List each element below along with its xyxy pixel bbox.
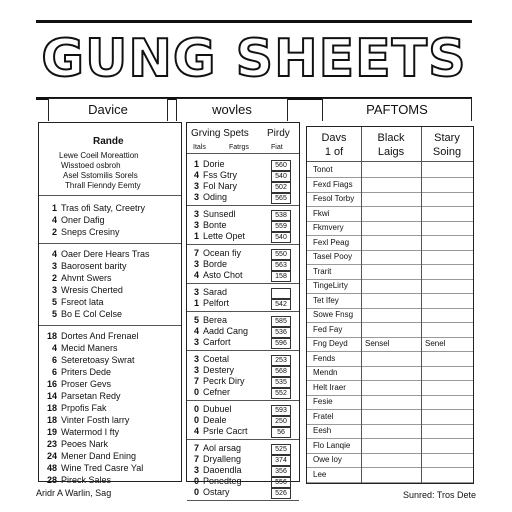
left-item-label: Mener Dand Ening [61, 451, 137, 461]
middle-item-label: Aadd Cang [203, 326, 249, 336]
left-item-number: 16 [46, 379, 57, 389]
left-item-number: 6 [51, 367, 57, 377]
right-cell: Senel [425, 339, 446, 348]
middle-item-number: 3 [193, 192, 199, 202]
middle-item-value: 374 [271, 455, 291, 466]
middle-item-label: Ostary [203, 487, 230, 497]
left-item-label: Pireck Sales [61, 475, 112, 485]
left-item-number: 4 [51, 249, 57, 259]
right-row-divider [307, 206, 473, 207]
middle-item-number: 0 [193, 404, 199, 414]
right-row-divider [307, 482, 473, 483]
right-cell: Tasel Pooy [313, 252, 353, 261]
right-cell: Owe loy [313, 455, 342, 464]
middle-item-number: 3 [193, 354, 199, 364]
left-item-divider [39, 243, 181, 244]
left-item [43, 215, 181, 226]
left-item-label: Baorosent barity [61, 261, 127, 271]
middle-item-label: Lette Opet [203, 231, 246, 241]
middle-sub-items: Itals [193, 144, 206, 151]
left-item-label: Fsreot lata [61, 297, 104, 307]
middle-item-value: 542 [271, 299, 291, 310]
right-row-divider [307, 264, 473, 265]
right-cell: Fexd Fiags [313, 179, 353, 189]
middle-item-label: Deale [203, 415, 227, 425]
left-item [43, 297, 181, 308]
middle-item-label: Aol arsag [203, 443, 242, 453]
left-item-number: 18 [46, 331, 57, 341]
middle-item-label: Fss Gtry [203, 170, 237, 180]
middle-item-label: Dubuel [203, 404, 232, 414]
middle-item-label: Pelfort [203, 298, 230, 308]
left-item-label: Ahvnt Swers [61, 273, 112, 283]
middle-item-value: 593 [271, 405, 291, 416]
middle-item-label: Pecrk Diry [203, 376, 245, 386]
middle-item-value: 565 [271, 193, 291, 204]
right-col-header [361, 127, 421, 161]
left-sheet-header: Rande [93, 136, 124, 147]
right-col-divider-2 [421, 127, 422, 483]
middle-item-value: 535 [271, 377, 291, 388]
middle-item-number: 7 [193, 376, 199, 386]
right-cell: Tet Ifey [313, 295, 339, 305]
left-header-line: Asel Sstomilis Sorels [63, 171, 138, 180]
left-item-number: 6 [51, 355, 57, 365]
middle-item-label: Coetal [203, 354, 230, 364]
middle-item-number: 3 [193, 220, 199, 230]
right-cell: Sensel [365, 339, 390, 348]
middle-item-value: 538 [271, 210, 291, 221]
right-cell: TingeLirty [313, 281, 348, 290]
middle-item-number: 3 [193, 259, 199, 269]
left-item-label: Vinter Fosth larry [61, 415, 130, 425]
middle-item-label: Dorie [203, 159, 225, 169]
left-item-number: 1 [51, 203, 57, 213]
middle-item-number: 0 [193, 415, 199, 425]
middle-item-value: 525 [271, 444, 291, 455]
middle-item-label: Cefner [203, 387, 231, 397]
left-item-label: Oaer Dere Hears Tras [61, 249, 150, 259]
right-cell: Eesh [313, 426, 332, 435]
right-cell: Trarit [313, 266, 332, 276]
middle-col-price: Pirdy [267, 128, 290, 139]
right-col-header-line: Laigs [377, 146, 405, 158]
left-item [43, 203, 181, 214]
left-item-label: Peoes Nark [61, 439, 109, 449]
middle-item-number: 1 [193, 159, 199, 169]
middle-sheet [186, 122, 300, 497]
left-item-label: Tras ofi Saty, Creetry [61, 203, 146, 213]
sheet-title: GUNG SHEETS [41, 29, 467, 89]
left-item [43, 475, 181, 486]
left-item-number: 28 [46, 475, 57, 485]
middle-item-label: Bonte [203, 220, 227, 230]
right-cell: Helt Iraer [313, 382, 346, 392]
middle-item-value: 526 [271, 488, 291, 499]
right-cell: Fkwi [313, 208, 330, 218]
right-col-header [421, 127, 473, 161]
left-item [43, 403, 181, 414]
middle-item-value: 540 [271, 171, 291, 182]
middle-item-number: 3 [193, 287, 199, 297]
middle-item-value: 250 [271, 416, 291, 427]
middle-item-label: Berea [203, 315, 228, 325]
middle-item-number: 3 [193, 209, 199, 219]
left-item-label: Mecid Maners [61, 343, 118, 353]
left-item-number: 4 [51, 215, 57, 225]
left-item [43, 331, 181, 342]
left-item-number: 4 [51, 343, 57, 353]
left-header-line: Lewe Coeil Moreattion [59, 151, 139, 160]
middle-sub-fiat: Fiat [271, 144, 283, 151]
left-item [43, 309, 181, 320]
left-item-label: Seteretoasy Swrat [61, 355, 135, 365]
right-cell: Fratel [313, 411, 334, 421]
left-item-number: 2 [51, 273, 57, 283]
footer-right-note: Sunred: Tros Dete [402, 490, 476, 500]
middle-item-value: 560 [271, 160, 291, 171]
left-header-divider [39, 195, 181, 196]
middle-item-label: Fol Nary [203, 181, 238, 191]
left-item [43, 451, 181, 462]
left-item-label: Proser Gevs [61, 379, 112, 389]
middle-item-value: 502 [271, 182, 291, 193]
middle-item-value: 596 [271, 338, 291, 349]
left-item [43, 439, 181, 450]
middle-item-label: Sarad [203, 287, 228, 297]
left-item-label: Prpofis Fak [61, 403, 107, 413]
left-item [43, 273, 181, 284]
middle-item-value: 550 [271, 249, 291, 260]
right-cell: Lee [313, 469, 327, 479]
middle-item-number: 1 [193, 231, 199, 241]
middle-item-number: 3 [193, 337, 199, 347]
left-item [43, 379, 181, 390]
right-cell: Fends [313, 353, 336, 363]
middle-item-label: Sunsedl [203, 209, 236, 219]
middle-item-number: 7 [193, 443, 199, 453]
right-cell: Tonot [313, 165, 333, 174]
right-col-header-line: Stary [434, 132, 460, 144]
left-item-divider [39, 325, 181, 326]
right-cell: Fesol Torby [313, 194, 355, 203]
middle-item-label: Oding [203, 192, 228, 202]
right-col-header-line: 1 of [324, 146, 344, 158]
left-item-label: Wresis Cherted [61, 285, 123, 295]
left-item [43, 367, 181, 378]
left-item [43, 261, 181, 272]
middle-item-value: 585 [271, 316, 291, 327]
left-item-number: 18 [46, 403, 57, 413]
left-item-label: Oner Dafig [61, 215, 105, 225]
tab-wovles[interactable]: wovles [176, 98, 288, 121]
middle-item-value: 568 [271, 366, 291, 377]
left-item [43, 285, 181, 296]
left-item-number: 5 [51, 309, 57, 319]
right-cell: Fng Deyd [313, 339, 348, 348]
left-item-number: 19 [46, 427, 57, 437]
right-col-header-line: Davs [321, 132, 347, 144]
right-col-header-line: Soing [432, 146, 462, 158]
middle-item-label: Carfort [203, 337, 231, 347]
middle-item-number: 3 [193, 465, 199, 475]
left-item-number: 14 [46, 391, 57, 401]
middle-item-number: 4 [193, 170, 199, 180]
middle-group-divider [187, 439, 299, 440]
middle-item-label: Psrle Cacrt [203, 426, 248, 436]
middle-item-number: 5 [193, 315, 199, 325]
footer-left-note: Aridr A Warlin, Sag [36, 488, 112, 498]
middle-item-number: 7 [193, 454, 199, 464]
left-item [43, 463, 181, 474]
middle-group-divider [187, 205, 299, 206]
right-header-divider [307, 161, 473, 162]
middle-group-divider [187, 283, 299, 284]
right-cell: Flo Lanqie [313, 440, 351, 450]
right-col-header [307, 127, 361, 161]
middle-item-label: Ponedteg [203, 476, 242, 486]
middle-item-number: 3 [193, 181, 199, 191]
middle-item-number: 3 [193, 365, 199, 375]
middle-item-value: 253 [271, 355, 291, 366]
middle-item-label: Daoendla [203, 465, 242, 475]
middle-item-value: 559 [271, 221, 291, 232]
middle-group-divider [187, 500, 299, 501]
middle-header-divider [187, 153, 299, 154]
right-col-divider-1 [361, 127, 362, 483]
left-item [43, 249, 181, 260]
right-cell: Fexl Peag [313, 237, 350, 247]
middle-item-value: 556 [271, 477, 291, 488]
left-sheet [38, 122, 182, 485]
right-cell: Fkmvery [313, 223, 344, 232]
right-row-divider [307, 467, 473, 468]
right-cell: Fed Fay [313, 324, 343, 334]
middle-item-value: 536 [271, 327, 291, 338]
middle-col-title: Grving Spets [191, 128, 249, 139]
left-item [43, 227, 181, 238]
left-item [43, 391, 181, 402]
tab-paftoms[interactable]: PAFTOMS [322, 98, 472, 121]
left-item [43, 355, 181, 366]
left-item-number: 3 [51, 261, 57, 271]
middle-item-label: Ocean fiy [203, 248, 242, 258]
middle-item-number: 1 [193, 298, 199, 308]
middle-item-value: 56 [271, 427, 291, 438]
middle-item-number: 7 [193, 248, 199, 258]
middle-item-number: 0 [193, 487, 199, 497]
right-sheet [306, 126, 474, 484]
middle-item-value: 563 [271, 260, 291, 271]
middle-group-divider [187, 311, 299, 312]
left-header-line: Thrall Fienndy Eemty [65, 181, 141, 190]
middle-item-number: 4 [193, 270, 199, 280]
middle-item-label: Dryalleng [203, 454, 242, 464]
tab-davice[interactable]: Davice [48, 98, 168, 121]
left-item-label: Wine Tred Casre Yal [61, 463, 144, 473]
left-item [43, 415, 181, 426]
left-item-number: 48 [46, 463, 57, 473]
left-item-label: Bo E Col Celse [61, 309, 123, 319]
left-item-number: 5 [51, 297, 57, 307]
middle-group-divider [187, 400, 299, 401]
left-item-label: Priters Dede [61, 367, 112, 377]
left-item-label: Dortes And Frenael [61, 331, 139, 341]
left-item-label: Watermod I fty [61, 427, 120, 437]
right-cell: Sowe Fnsg [313, 310, 354, 319]
middle-group-divider [187, 350, 299, 351]
middle-sub-features: Fatrgs [229, 144, 249, 151]
middle-item-value: 158 [271, 271, 291, 282]
middle-item-number: 0 [193, 387, 199, 397]
left-item-number: 3 [51, 285, 57, 295]
right-cell: Mendn [313, 368, 338, 377]
left-item-label: Parsetan Redy [61, 391, 121, 401]
middle-item-label: Asto Chot [203, 270, 243, 280]
middle-item-value: 552 [271, 388, 291, 399]
middle-item-number: 4 [193, 426, 199, 436]
middle-group-divider [187, 244, 299, 245]
middle-item-label: Destery [203, 365, 235, 375]
left-item-number: 18 [46, 415, 57, 425]
left-header-line: Wisstoed osbroh [61, 161, 121, 170]
left-item [43, 343, 181, 354]
left-item-number: 2 [51, 227, 57, 237]
right-col-header-line: Black [377, 132, 405, 144]
middle-item-label: Borde [203, 259, 228, 269]
right-row-divider [307, 424, 473, 425]
left-item [43, 427, 181, 438]
middle-item-number: 4 [193, 326, 199, 336]
left-item-number: 24 [46, 451, 57, 461]
middle-item-number: 0 [193, 476, 199, 486]
title-banner [36, 20, 472, 100]
right-cell: Fesie [313, 397, 333, 406]
left-item-number: 23 [46, 439, 57, 449]
middle-item-value: 540 [271, 232, 291, 243]
middle-item-value: 356 [271, 466, 291, 477]
left-item-label: Sneps Cresiny [61, 227, 120, 237]
